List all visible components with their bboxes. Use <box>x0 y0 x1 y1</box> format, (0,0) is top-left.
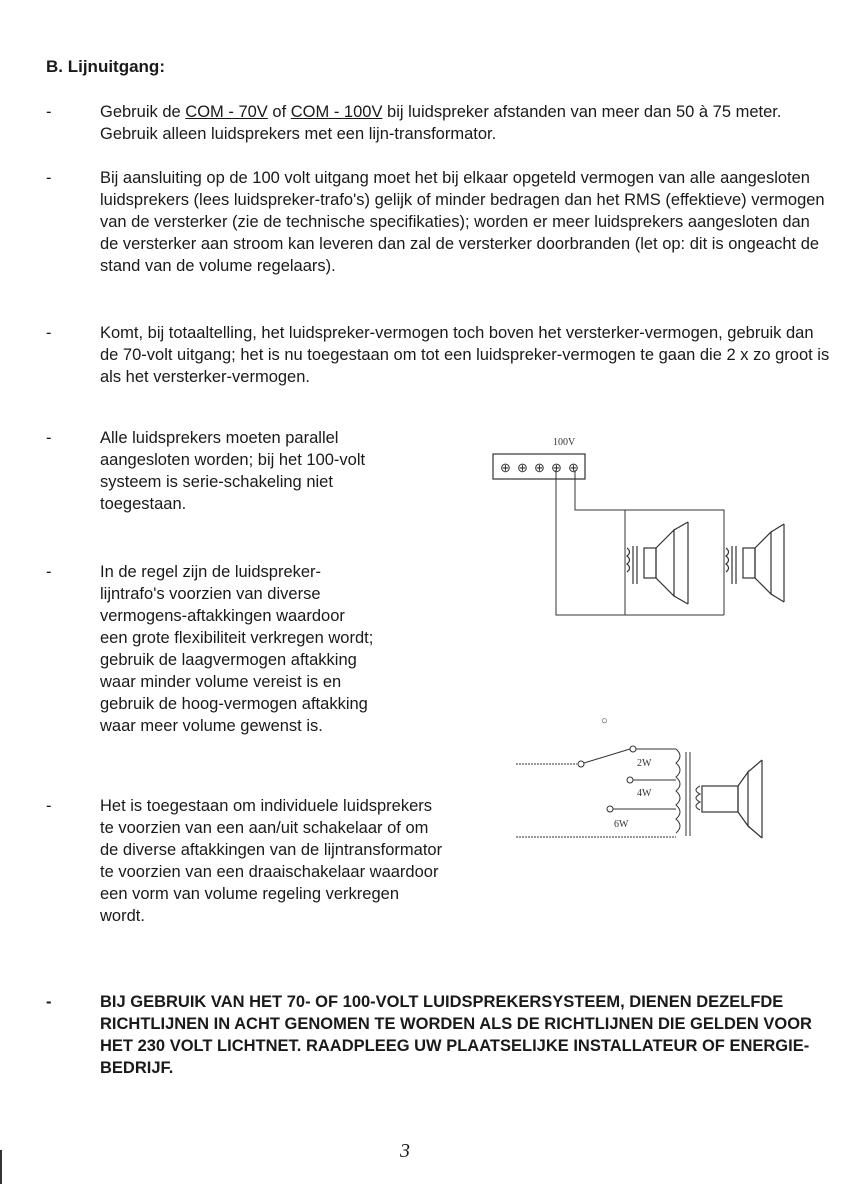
terminal-icon: ⊕ <box>517 460 528 475</box>
circle-mark: ○ <box>601 715 608 727</box>
switch-wires <box>516 746 700 837</box>
terminal-icon: ⊕ <box>551 460 562 475</box>
voltage-label: 100V <box>553 437 576 448</box>
bullet-dash: - <box>46 103 52 121</box>
section-heading: B. Lijnuitgang: <box>46 57 165 76</box>
item-text: Gebruik de COM - 70V of COM - 100V bij luidspreker afstanden van meer dan 50 à 75 meter. Gebruik alleen luidsprekers met een lijn-transformator. <box>100 103 782 143</box>
item-text: Het is toegestaan om individuele luidsprekers te voorzien van een aan/uit schakelaar of om de diverse aftakkingen van de lijntransformator te voorzien van een draaischakelaar waardoor een vorm van volume regeling verkregen wordt. <box>100 797 443 925</box>
bullet-dash: - <box>46 324 52 342</box>
com-70v-label: COM - 70V <box>185 103 268 121</box>
terminal-icon: ⊕ <box>568 460 579 475</box>
speaker-icon <box>702 760 762 838</box>
tap-label-4w: 4W <box>637 788 652 799</box>
terminal-icon: ⊕ <box>534 460 545 475</box>
bullet-dash: - <box>46 993 52 1011</box>
tap-label-6w: 6W <box>614 819 629 830</box>
bullet-dash: - <box>46 169 52 187</box>
item-text: Alle luidsprekers moeten parallel aangesloten worden; bij het 100-volt systeem is serie-schakeling niet toegestaan. <box>100 429 366 513</box>
page-number: 3 <box>400 1140 410 1162</box>
terminal-icon: ⊕ <box>500 460 511 475</box>
item-text: Bij aansluiting op de 100 volt uitgang moet het bij elkaar opgeteld vermogen van alle aangesloten luidsprekers (lees luidspreker-trafo's) gelijk of minder bedragen dan het RMS (effektieve) vermogen van de versterker (zie de technische specifikaties); worden er meer luidsprekers aangesloten dan de versterker aan stroom kan leveren dan zal de versterker doorbranden (let op: dit is ongeacht de stand van de volume regelaars). <box>100 169 825 275</box>
scan-edge <box>0 1150 2 1184</box>
com-100v-label: COM - 100V <box>290 103 383 121</box>
item-text: In de regel zijn de luidspreker-lijntrafo's voorzien van diverse vermogens-aftakkingen waardoor een grote flexibiliteit verkregen wordt; gebruik de laagvermogen aftakking waar minder volume vereist is en gebruik de hoog-vermogen aftakking waar meer volume gewenst is. <box>100 563 374 735</box>
bullet-dash: - <box>46 429 52 447</box>
bullet-dash: - <box>46 563 52 581</box>
bullet-dash: - <box>46 797 52 815</box>
tap-label-2w: 2W <box>637 758 652 769</box>
item-text: Komt, bij totaaltelling, het luidspreker-vermogen toch boven het versterker-vermogen, gebruik dan de 70-volt uitgang; het is nu toegestaan om tot een luidspreker-vermogen te gaan die 2 x zo groot is als het versterker-vermogen. <box>100 324 830 386</box>
warning-text: BIJ GEBRUIK VAN HET 70- OF 100-VOLT LUIDSPREKERSYSTEEM, DIENEN DEZELFDE RICHTLIJNEN IN ACHT GENOMEN TE WORDEN ALS DE RICHTLIJNEN DIE GELDEN VOOR HET 230 VOLT LICHTNET. RAADPLEEG UW PLAATSELIJKE INSTALLATEUR OF ENERGIE-BEDRIJF. <box>100 993 812 1077</box>
